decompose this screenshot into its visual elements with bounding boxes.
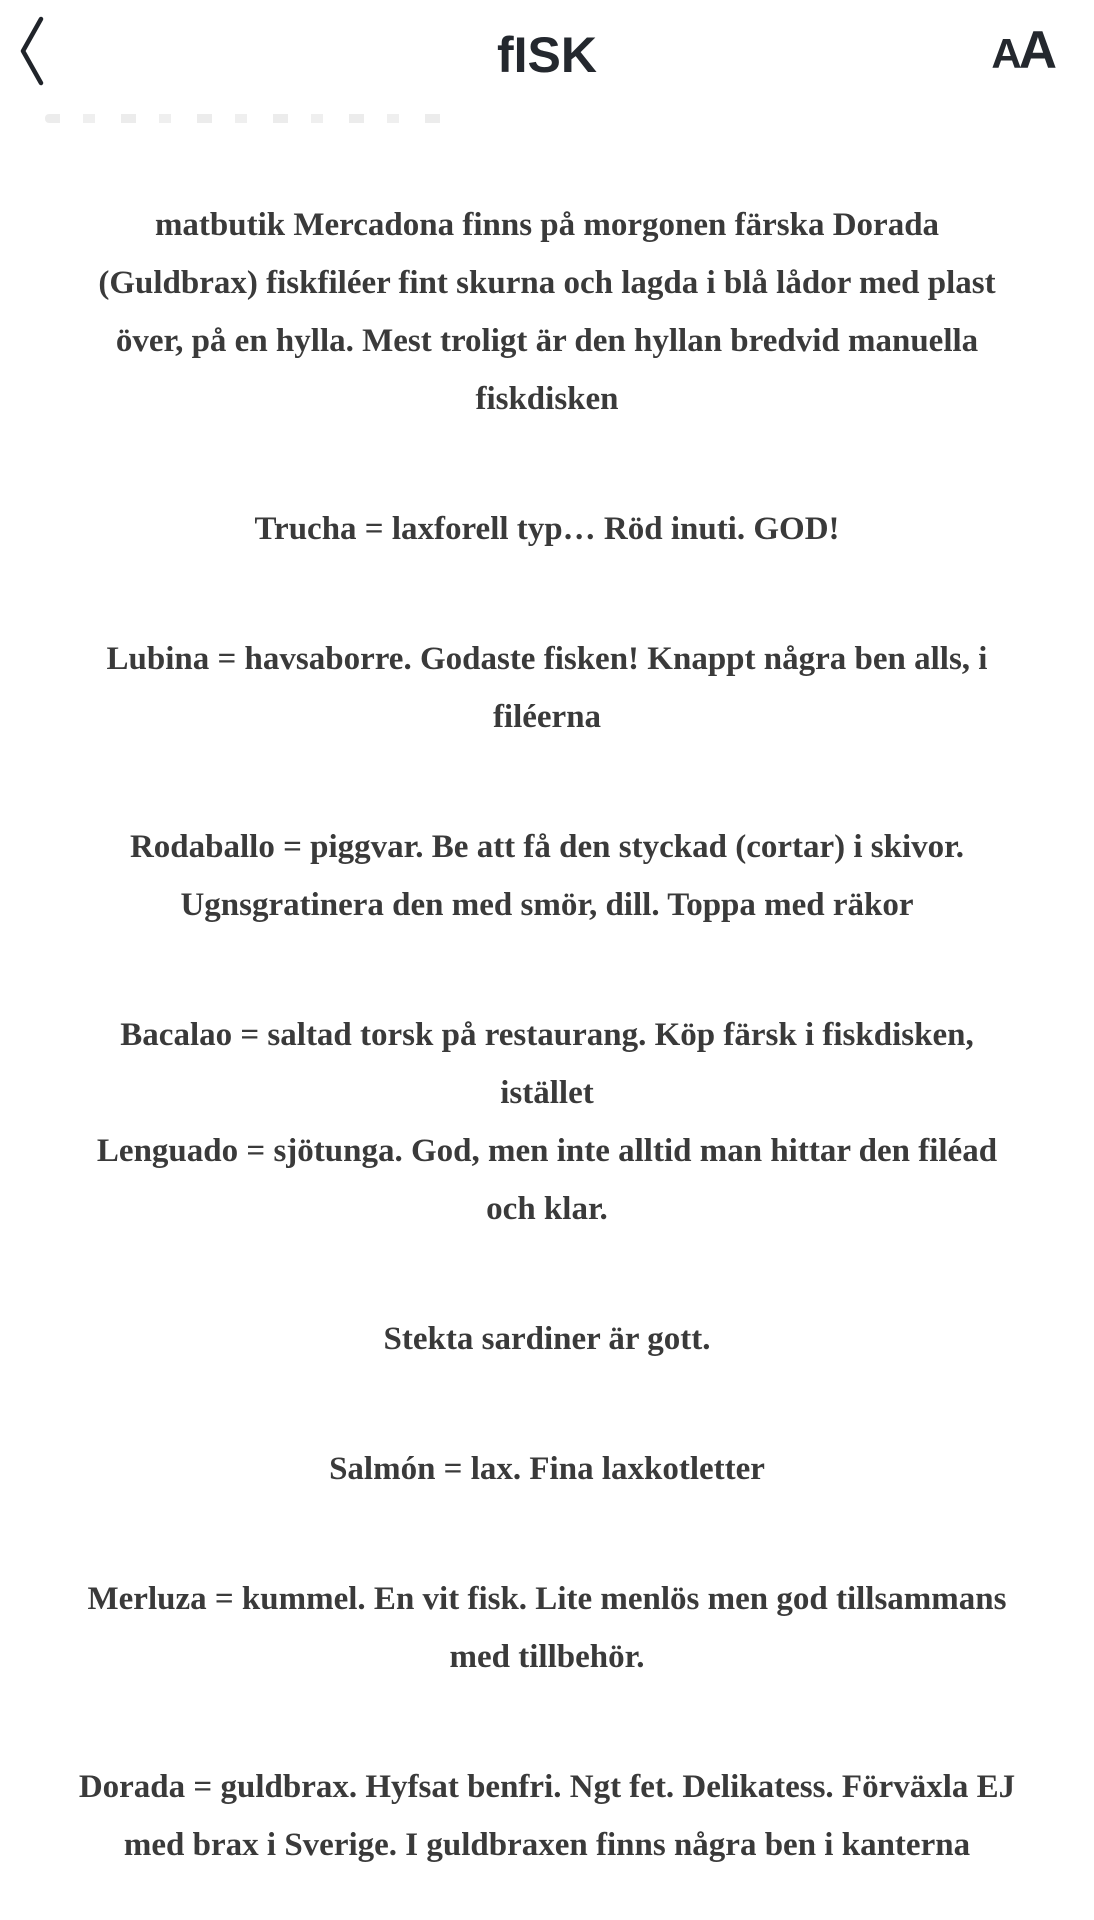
note-line: och klar. xyxy=(486,1191,608,1227)
note-line: Bacalao = saltad torsk på restaurang. Köp färsk i fiskdisken, xyxy=(120,1017,974,1053)
note-line: Lubina = havsaborre. Godaste fisken! Knappt några ben alls, i xyxy=(106,641,988,677)
text-size-button[interactable] xyxy=(991,20,1054,84)
note-paragraph xyxy=(10,1122,1084,1238)
page-title: fISK xyxy=(497,27,597,83)
note-line: fiskdisken xyxy=(475,381,619,417)
note-line: Ugnsgratinera den med smör, dill. Toppa med räkor xyxy=(180,887,914,923)
note-paragraph xyxy=(10,1310,1084,1368)
note-paragraph xyxy=(10,630,1084,746)
note-line: Dorada = guldbrax. Hyfsat benfri. Ngt fet. Delikatess. Förväxla EJ xyxy=(78,1769,1016,1805)
note-line: Lenguado = sjötunga. God, men inte alltid man hittar den filéad xyxy=(96,1133,998,1169)
note-line: med brax i Sverige. I guldbraxen finns några ben i kanterna xyxy=(123,1827,971,1863)
note-paragraph xyxy=(10,1006,1084,1122)
back-button[interactable] xyxy=(10,10,54,96)
note-line: Salmón = lax. Fina laxkotletter xyxy=(329,1451,765,1487)
note-paragraph xyxy=(10,1570,1084,1686)
note-paragraph xyxy=(10,1440,1084,1498)
chevron-left-icon xyxy=(19,16,45,91)
clipped-text-line-remnant xyxy=(45,114,457,123)
note-line: med tillbehör. xyxy=(449,1639,645,1675)
header-bar xyxy=(0,0,1094,112)
note-paragraph xyxy=(10,196,1084,428)
note-paragraph xyxy=(10,1758,1084,1874)
note-line: Stekta sardiner är gott. xyxy=(383,1321,711,1357)
note-line: Rodaballo = piggvar. Be att få den styckad (cortar) i skivor. xyxy=(129,829,965,865)
note-line: Merluza = kummel. En vit fisk. Lite menlös men god tillsammans xyxy=(87,1581,1007,1617)
note-line: filéerna xyxy=(492,699,602,735)
note-line: (Guldbrax) fiskfiléer fint skurna och lagda i blå lådor med plast xyxy=(98,265,996,301)
note-line: matbutik Mercadona finns på morgonen färska Dorada xyxy=(154,207,940,243)
note-line: Trucha = laxforell typ… Röd inuti. GOD! xyxy=(254,511,840,547)
note-line: istället xyxy=(500,1075,594,1111)
note-line: över, på en hylla. Mest troligt är den hyllan bredvid manuella xyxy=(115,323,979,359)
note-paragraph xyxy=(10,500,1084,558)
note-scroll-area[interactable] xyxy=(0,196,1094,1874)
text-size-large-a: A xyxy=(1018,21,1054,80)
note-paragraph xyxy=(10,818,1084,934)
text-size-small-a: A xyxy=(991,30,1019,77)
text-size-AA-icon xyxy=(991,21,1054,80)
